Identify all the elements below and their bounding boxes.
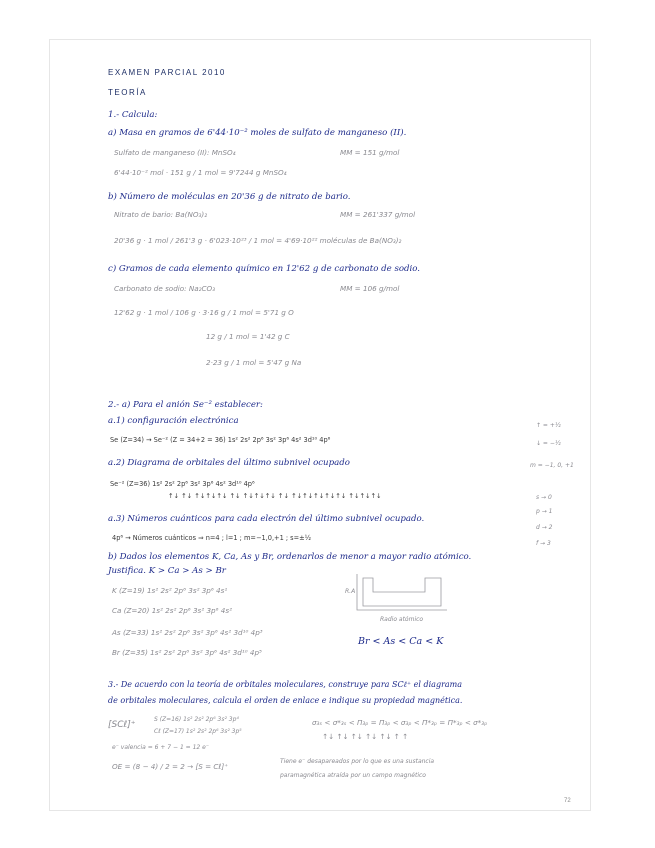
q3-prompt-line-1: 3.- De acuerdo con la teoría de orbitales moleculares, construye para SCℓ⁺ el diagrama [108, 680, 463, 689]
q1c-calc-carbon: 12 g / 1 mol = 1'42 g C [206, 332, 290, 341]
q3-prompt-line-2: de orbitales moleculares, calcula el orden de enlace e indique su propiedad magnética. [108, 696, 463, 705]
q1a-molar-mass: MM = 151 g/mol [340, 148, 400, 157]
side-note-3: m = −1, 0, +1 [530, 462, 574, 469]
q2a1-config: Se (Z=34) → Se⁻² (Z = 34+2 = 36) 1s² 2s² 2p⁶ 3s² 3p⁶ 4s² 3d¹⁰ 4p⁶ [110, 436, 331, 444]
graph-ylabel: R.A [345, 588, 356, 595]
q3-mo-order: σ₃ₛ < σ*₃ₛ < Π₃ₚ = Π₃ₚ < σ₃ₚ < Π*₃ₚ = Π*₃ₚ < σ*₃ₚ [312, 718, 488, 727]
q1a-calc: 6'44·10⁻² mol · 151 g / 1 mol = 9'7244 g MnSO₄ [114, 168, 287, 177]
q2b-prompt: b) Dados los elementos K, Ca, As y Br, ordenarlos de menor a mayor radio atómico. [108, 552, 472, 562]
q2-title: 2.- a) Para el anión Se⁻² establecer: [108, 400, 263, 410]
side-note-7: f → 3 [536, 540, 551, 547]
side-note-2: ↓ = −½ [536, 440, 561, 447]
q2a3-prompt: a.3) Números cuánticos para cada electrón del último subnivel ocupado. [108, 514, 425, 524]
section-title: TEORÍA [108, 88, 147, 97]
side-note-5: p → 1 [536, 508, 553, 515]
q3-cl-config: Cℓ (Z=17) 1s² 2s² 2p⁶ 3s² 3p⁵ [154, 728, 242, 735]
q2a2-labels: Se⁻² (Z=36) 1s² 2s² 2p⁶ 3s² 3p⁶ 4s² 3d¹⁰ 4p⁶ [110, 480, 255, 488]
q1b-calc: 20'36 g · 1 mol / 261'3 g · 6'023·10²³ / 1 mol = 4'69·10²² moléculas de Ba(NO₃)₂ [114, 236, 402, 245]
q3-species: [SCℓ]⁺ [108, 720, 136, 730]
q3-magnetic-2: paramagnética atraída por un campo magnético [280, 772, 426, 779]
q2b-as-config: As (Z=33) 1s² 2s² 2p⁶ 3s² 3p⁶ 4s² 3d¹⁰ 4p³ [112, 628, 263, 637]
q2b-br-config: Br (Z=35) 1s² 2s² 2p⁶ 3s² 3p⁶ 4s² 3d¹⁰ 4p⁵ [112, 648, 262, 657]
q2a1-prompt: a.1) configuración electrónica [108, 416, 239, 426]
page-number: 72 [564, 798, 571, 804]
q1a-compound: Sulfato de manganeso (II): MnSO₄ [114, 148, 236, 157]
q2b-justify: Justifica. K > Ca > As > Br [108, 566, 226, 576]
exam-title: EXAMEN PARCIAL 2010 [108, 68, 226, 77]
q3-bond-order: OE = (8 − 4) / 2 = 2 → [S = Cℓ]⁺ [112, 762, 229, 771]
q2a3-answer: 4p⁶ → Números cuánticos ⇒ n=4 ; l=1 ; m=−1,0,+1 ; s=±½ [112, 534, 312, 542]
q1c-compound: Carbonato de sodio: Na₂CO₃ [114, 284, 216, 293]
q3-magnetic-1: Tiene e⁻ desapareados por lo que es una sustancia [280, 758, 435, 765]
q2b-ca-config: Ca (Z=20) 1s² 2s² 2p⁶ 3s² 3p⁶ 4s² [112, 606, 232, 615]
q1b-molar-mass: MM = 261'337 g/mol [340, 210, 416, 219]
q3-valence-electrons: e⁻ valencia = 6 + 7 − 1 = 12 e⁻ [112, 744, 210, 751]
q1b-prompt: b) Número de moléculas en 20'36 g de nitrato de bario. [108, 192, 351, 202]
atomic-radius-sketch [355, 572, 450, 614]
side-note-4: s → 0 [536, 494, 552, 501]
q1a-prompt: a) Masa en gramos de 6'44·10⁻² moles de sulfato de manganeso (II). [108, 128, 407, 138]
q2b-order: Br < As < Ca < K [358, 636, 444, 647]
q2b-k-config: K (Z=19) 1s² 2s² 2p⁶ 3s² 3p⁶ 4s¹ [112, 586, 228, 595]
q3-s-config: S (Z=16) 1s² 2s² 2p⁶ 3s² 3p⁴ [154, 716, 239, 723]
graph-xlabel: Radio atómico [380, 616, 424, 623]
side-note-1: ↑ = +½ [536, 422, 561, 429]
side-note-6: d → 2 [536, 524, 553, 531]
q1c-molar-mass: MM = 106 g/mol [340, 284, 400, 293]
q1c-prompt: c) Gramos de cada elemento químico en 12'62 g de carbonato de sodio. [108, 264, 421, 274]
q1c-calc-sodium: 2·23 g / 1 mol = 5'47 g Na [206, 358, 302, 367]
q1b-compound: Nitrato de bario: Ba(NO₃)₂ [114, 210, 208, 219]
q2a2-arrows: ↑↓ ↑↓ ↑↓↑↓↑↓ ↑↓ ↑↓↑↓↑↓ ↑↓ ↑↓↑↓↑↓↑↓↑↓ ↑↓↑↓↑↓ [168, 492, 382, 500]
q1c-calc-oxygen: 12'62 g · 1 mol / 106 g · 3·16 g / 1 mol = 5'71 g O [114, 308, 294, 317]
exam-sheet [50, 40, 590, 810]
q3-mo-fill: ↑↓ ↑↓ ↑↓ ↑↓ ↑↓ ↑ ↑ [322, 732, 408, 741]
q2a2-prompt: a.2) Diagrama de orbitales del último subnivel ocupado [108, 458, 350, 468]
q1-title: 1.- Calcula: [108, 110, 158, 120]
